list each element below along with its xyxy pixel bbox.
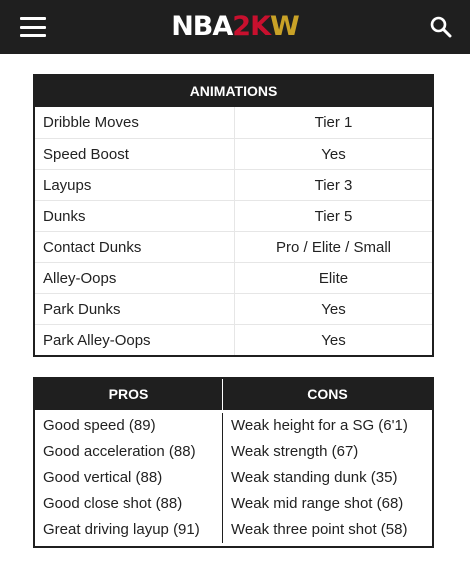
table-row: [35, 262, 432, 293]
row-value: Elite: [318, 270, 349, 287]
row-label: Speed Boost: [35, 139, 235, 169]
logo-text-2k: 2K: [232, 11, 270, 42]
hamburger-menu-icon[interactable]: [20, 17, 46, 37]
pros-column-header: PROS: [35, 379, 223, 410]
row-label: Contact Dunks: [35, 232, 235, 262]
row-value: Yes: [321, 146, 346, 163]
row-label: Park Alley-Oops: [35, 325, 235, 355]
pros-cons-header: [35, 379, 432, 410]
pro-item: Good vertical (88): [43, 469, 163, 486]
row-value: Tier 5: [314, 208, 353, 225]
row-label: Alley-Oops: [35, 263, 235, 293]
pro-item: Good acceleration (88): [43, 443, 196, 460]
con-item: Weak mid range shot (68): [231, 495, 404, 512]
pro-item: Good close shot (88): [43, 495, 183, 512]
con-item: Weak standing dunk (35): [231, 469, 398, 486]
row-label: Park Dunks: [35, 294, 235, 324]
pro-item: Great driving layup (91): [43, 521, 200, 538]
row-label: Dribble Moves: [35, 107, 235, 138]
pros-cons-table: [33, 377, 434, 548]
table-row: [35, 231, 432, 262]
pros-cons-body: [35, 410, 432, 546]
site-logo[interactable]: [171, 11, 299, 43]
animations-table-body: [35, 107, 432, 355]
menu-line: [20, 26, 46, 29]
table-row: [35, 293, 432, 324]
pros-list: [35, 413, 223, 543]
animations-table-header: ANIMATIONS: [35, 76, 432, 107]
animations-table: [33, 74, 434, 357]
row-label: Dunks: [35, 201, 235, 231]
cons-list: [223, 413, 432, 543]
row-value: Yes: [321, 332, 346, 349]
table-row: [35, 200, 432, 231]
table-row: [35, 324, 432, 355]
logo-text-w: W: [270, 11, 299, 42]
top-navigation-bar: [0, 0, 470, 54]
con-item: Weak strength (67): [231, 443, 359, 460]
menu-line: [20, 34, 46, 37]
logo-text-nba: NBA: [171, 11, 233, 42]
table-row: [35, 169, 432, 200]
cons-column-header: CONS: [307, 386, 348, 402]
row-value: Tier 3: [314, 177, 353, 194]
pro-item: Good speed (89): [43, 417, 156, 434]
table-row: [35, 138, 432, 169]
row-label: Layups: [35, 170, 235, 200]
row-value: Pro / Elite / Small: [275, 239, 392, 256]
con-item: Weak height for a SG (6'1): [231, 417, 408, 434]
search-icon[interactable]: [430, 16, 452, 38]
table-row: [35, 107, 432, 138]
row-value: Tier 1: [314, 114, 353, 131]
menu-line: [20, 17, 46, 20]
con-item: Weak three point shot (58): [231, 521, 408, 538]
row-value: Yes: [321, 301, 346, 318]
